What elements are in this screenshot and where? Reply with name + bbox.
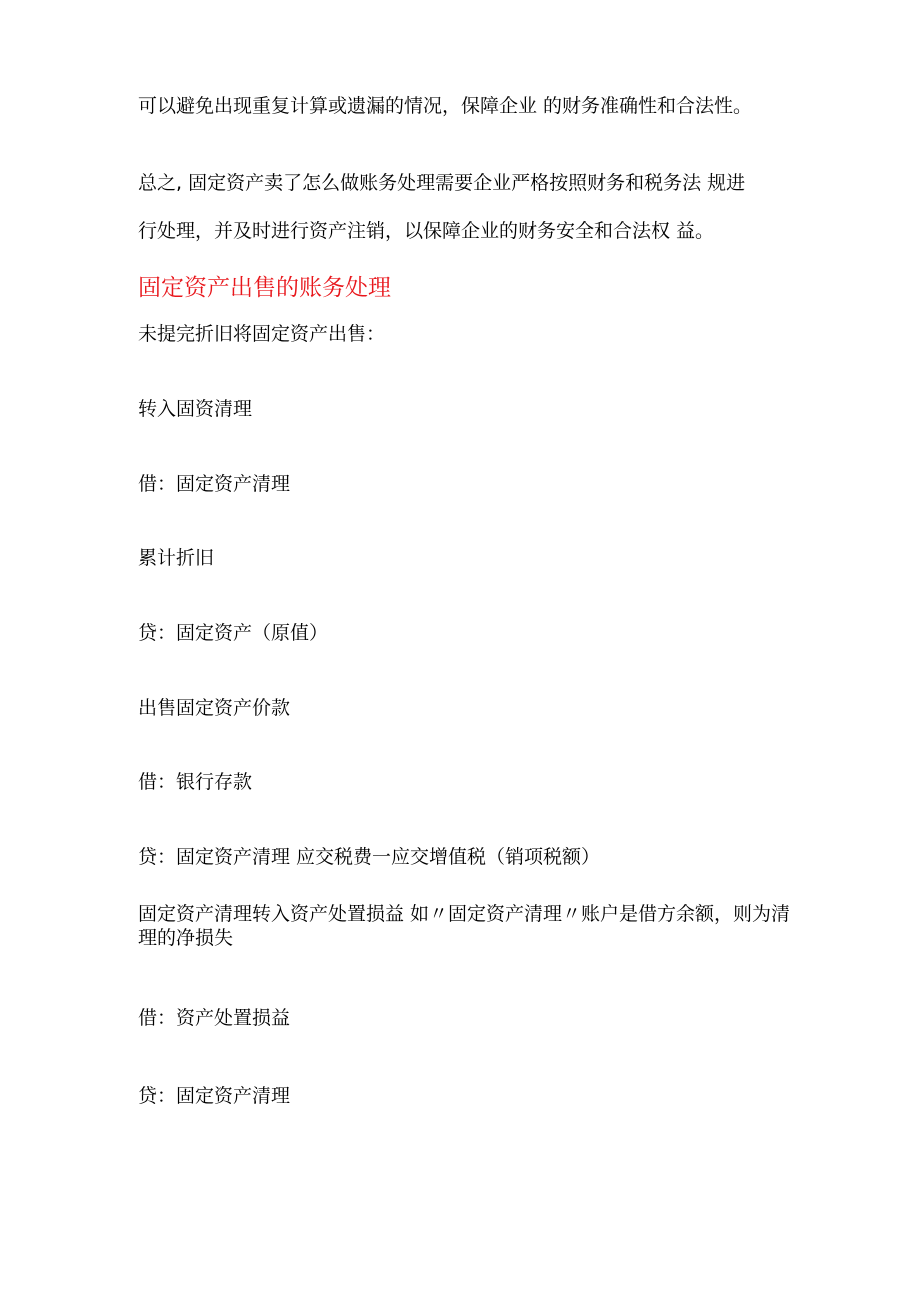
entry-line: 贷：固定资产清理 <box>138 1085 291 1107</box>
entry-line: 贷：固定资产（原值） <box>138 622 329 644</box>
entry-line: 转入固资清理 <box>138 398 253 420</box>
entry-line: 未提完折旧将固定资产出售： <box>138 323 386 345</box>
entry-line: 借：资产处置损益 <box>138 1007 291 1029</box>
summary-line-1: 总之, 固定资产卖了怎么做账务处理需要企业严格按照财务和税务法 规进 <box>138 172 746 194</box>
entry-line: 借：固定资产清理 <box>138 473 291 495</box>
entry-line: 累计折旧 <box>138 547 215 569</box>
section-heading: 固定资产出售的账务处理 <box>138 275 391 301</box>
intro-line: 可以避免出现重复计算或遗漏的情况，保障企业 的财务准确性和合法性。 <box>138 95 753 117</box>
entry-paragraph: 固定资产清理转入资产处置损益 如〃固定资产清理〃账户是借方余额，则为清理的净损失 <box>138 903 791 949</box>
entry-line: 出售固定资产价款 <box>138 697 291 719</box>
entry-line: 借：银行存款 <box>138 771 253 793</box>
summary-line-2: 行处理，并及时进行资产注销，以保障企业的财务安全和合法权 益。 <box>138 220 715 242</box>
entry-line: 贷：固定资产清理 应交税费一应交增值税（销项税额） <box>138 846 601 868</box>
